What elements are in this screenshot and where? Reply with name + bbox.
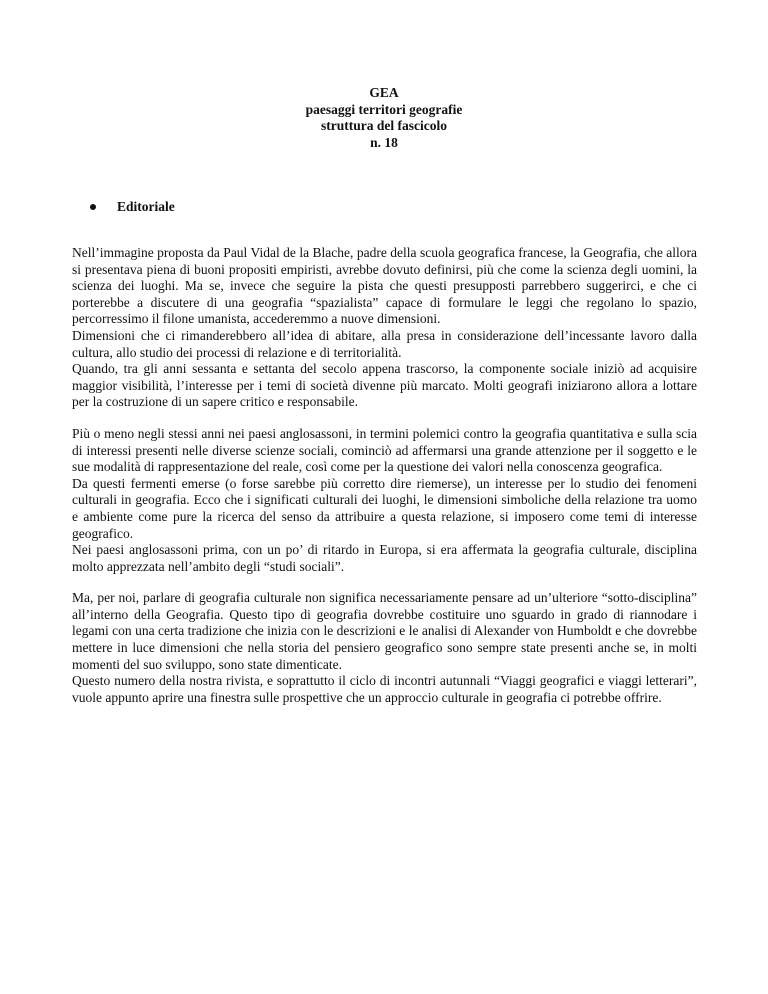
document-header <box>0 85 768 151</box>
journal-subtitle: paesaggi territori geografie <box>305 101 463 117</box>
paragraph: Nell’immagine proposta da Paul Vidal de la Blache, padre della scuola geografica francese, la Geografia, che allora si presentava piena di buoni propositi empiristi, avrebbe dovuto definirsi, più che come la scienza degli uomini, la scienza dei luoghi. Ma se, invece che seguire la pista che questi presupposti parrebbero suggerirci, e che ci porterebbe a discutere di una geografia “spazialista” capace di formulare le leggi che regolano lo spazio, percorressimo il filone umanista, accederemmo a nuove dimensioni. <box>72 245 697 327</box>
paragraph: Ma, per noi, parlare di geografia culturale non significa necessariamente pensare ad un’ulteriore “sotto-disciplina” all’interno della Geografia. Questo tipo di geografia dovrebbe costituire uno sguardo in grado di riannodare i legami con una certa tradizione che inizia con le descrizioni e le analisi di Alexander von Humboldt e che dovrebbe mettere in luce dimensioni che nella storia del pensiero geografico sono sempre state presenti anche se, in molti momenti del suo sviluppo, sono state dimenticate. <box>72 590 697 672</box>
paragraph: Dimensioni che ci rimanderebbero all’idea di abitare, alla presa in considerazione dell’incessante lavoro dalla cultura, allo studio dei processi di relazione e di territorialità. <box>72 327 697 360</box>
paragraph: Nei paesi anglosassoni prima, con un po’ di ritardo in Europa, si era affermata la geografia culturale, disciplina molto apprezzata nell’ambito degli “studi sociali”. <box>72 542 697 574</box>
issue-number: n. 18 <box>370 134 398 150</box>
paragraph: Da questi fermenti emerse (o forse sarebbe più corretto dire riemerse), un interesse per lo studio dei fenomeni culturali in geografia. Ecco che i significati culturali dei luoghi, le dimensioni simboliche della relazione tra uomo e ambiente come pure la ricerca del senso da attribuire a questa relazione, si imposero come temi di interesse geografico. <box>72 475 697 541</box>
paragraph: Questo numero della nostra rivista, e soprattutto il ciclo di incontri autunnali “Viaggi geografici e viaggi letterari”, vuole appunto aprire una finestra sulle prospettive che un approccio culturale in geografia ci potrebbe offrire. <box>72 673 697 705</box>
bullet-icon <box>90 204 96 210</box>
paragraph: Più o meno negli stessi anni nei paesi anglosassoni, in termini polemici contro la geografia quantitativa e sulla scia di interessi presenti nelle diverse scienze sociali, cominciò ad affermarsi una grande attenzione per il soggetto e le sue modalità di rappresentazione del reale, così come per la questione dei valori nella conoscenza geografica. <box>72 425 697 475</box>
paragraph: Quando, tra gli anni sessanta e settanta del secolo appena trascorso, la componente sociale iniziò ad acquisire maggior visibilità, l’interesse per i temi di società divenne più marcato. Molti geografi iniziarono allora a lottare per la costruzione di un sapere critico e responsabile. <box>72 361 697 410</box>
section-heading <box>90 198 175 216</box>
journal-title: GEA <box>369 85 399 100</box>
issue-structure-label: struttura del fascicolo <box>321 118 447 133</box>
editorial-body <box>72 245 697 706</box>
section-heading-label: Editoriale <box>117 199 175 214</box>
